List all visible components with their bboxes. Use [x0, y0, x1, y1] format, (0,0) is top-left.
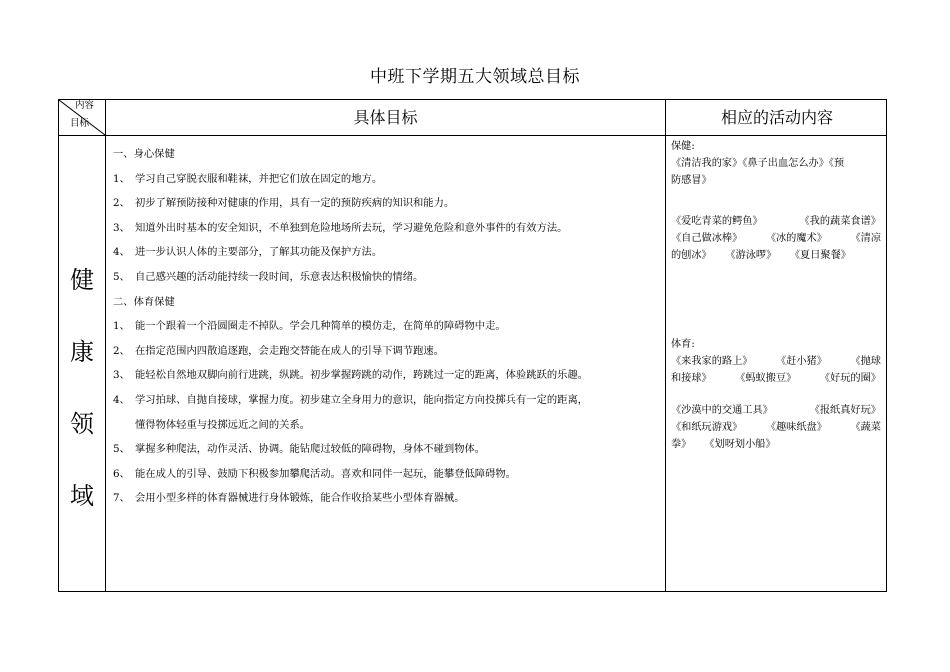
goal-item: 2、 初步了解预防接种对健康的作用，具有一定的预防疾病的知识和能力。 [113, 197, 455, 210]
domain-char: 领 [70, 410, 94, 438]
header-goals: 具体目标 [353, 108, 418, 127]
activity-line: 《自己做冰棒》 《冰的魔术》 《清凉 [671, 233, 881, 244]
corner-label-content: 内容 [75, 100, 95, 111]
header-divider [59, 135, 886, 136]
activity-label-pe: 体育: [671, 339, 695, 350]
column-divider-1 [105, 100, 106, 591]
goal-item: 6、 能在成人的引导、鼓励下积极参加攀爬活动。喜欢和同伴一起玩，能攀登低障碍物。 [113, 467, 516, 480]
goal-item: 2、 在指定范围内四散追逐跑，会走跑交替能在成人的引导下调节跑速。 [113, 344, 444, 357]
activity-line: 《沙漠中的交通工具》 《报纸真好玩》 [671, 405, 881, 416]
header-activities: 相应的活动内容 [720, 108, 833, 127]
goals-table [58, 99, 887, 592]
corner-label-goal: 目标 [70, 118, 90, 129]
activity-line: 防感冒》 [671, 175, 712, 186]
domain-char: 健 [70, 266, 94, 294]
goal-item: 1、 学习自己穿脱衣服和鞋袜，并把它们放在固定的地方。 [113, 172, 383, 185]
domain-char: 康 [70, 338, 94, 366]
activity-line: 和接球》 《蚂蚁搬豆》 《好玩的圈》 [671, 373, 881, 384]
goal-item-continued: 懂得物体轻重与投掷远近之间的关系。 [135, 418, 311, 431]
activities-list [671, 138, 881, 453]
goal-item: 7、 会用小型多样的体育器械进行身体锻炼，能合作收拾某些小型体育器械。 [113, 492, 465, 505]
goal-item: 3、 能轻松自然地双脚向前行进跳，纵跳。初步掌握跨跳的动作，跨跳过一定的距离，体验跳跃的乐趣。 [113, 369, 589, 382]
domain-char: 域 [70, 482, 94, 510]
goal-section: 一、身心保健 [113, 148, 175, 160]
activity-label-health: 保健: [671, 141, 695, 152]
activity-line: 《清洁我的家》《鼻子出血怎么办》《预 [671, 158, 845, 169]
goal-item: 5、 掌握多种爬法，动作灵活、协调。能钻爬过较低的障碍物，身体不碰到物体。 [113, 443, 486, 456]
activity-line: 《和纸玩游戏》 《趣味纸盘》 《蔬菜 [671, 422, 881, 433]
goal-item: 3、 知道外出时基本的安全知识，不单独到危险地场所去玩，学习避免危险和意外事件的有效方法。 [113, 221, 568, 234]
document-title: 中班下学期五大领域总目标 [370, 67, 580, 87]
goal-item: 4、 进一步认识人体的主要部分，了解其功能及保护方法。 [113, 246, 383, 259]
domain-label [59, 250, 105, 538]
activity-line: 《爱吃青菜的鳄鱼》 《我的蔬菜食谱》 [671, 216, 881, 227]
goal-item: 4、 学习拍球、自抛自接球，掌握力度。初步建立全身用力的意识，能向指定方向投掷兵有一定的距离， [113, 393, 589, 406]
activity-line: 拳》 《划呀划小船》 [671, 439, 776, 450]
goal-section: 二、体育保健 [113, 295, 175, 308]
goals-list [113, 142, 668, 511]
goal-item: 5、 自己感兴趣的活动能持续一段时间，乐意表达积极愉快的情绪。 [113, 270, 424, 283]
activity-line: 《来我家的路上》 《赶小猪》 《抛球 [671, 356, 881, 367]
activity-line: 的刨冰》 《游泳啰》 《夏日聚餐》 [671, 250, 851, 261]
goal-item: 1、 能一个跟着一个沿圆圈走不掉队。学会几种简单的模仿走，在简单的障碍物中走。 [113, 320, 506, 333]
